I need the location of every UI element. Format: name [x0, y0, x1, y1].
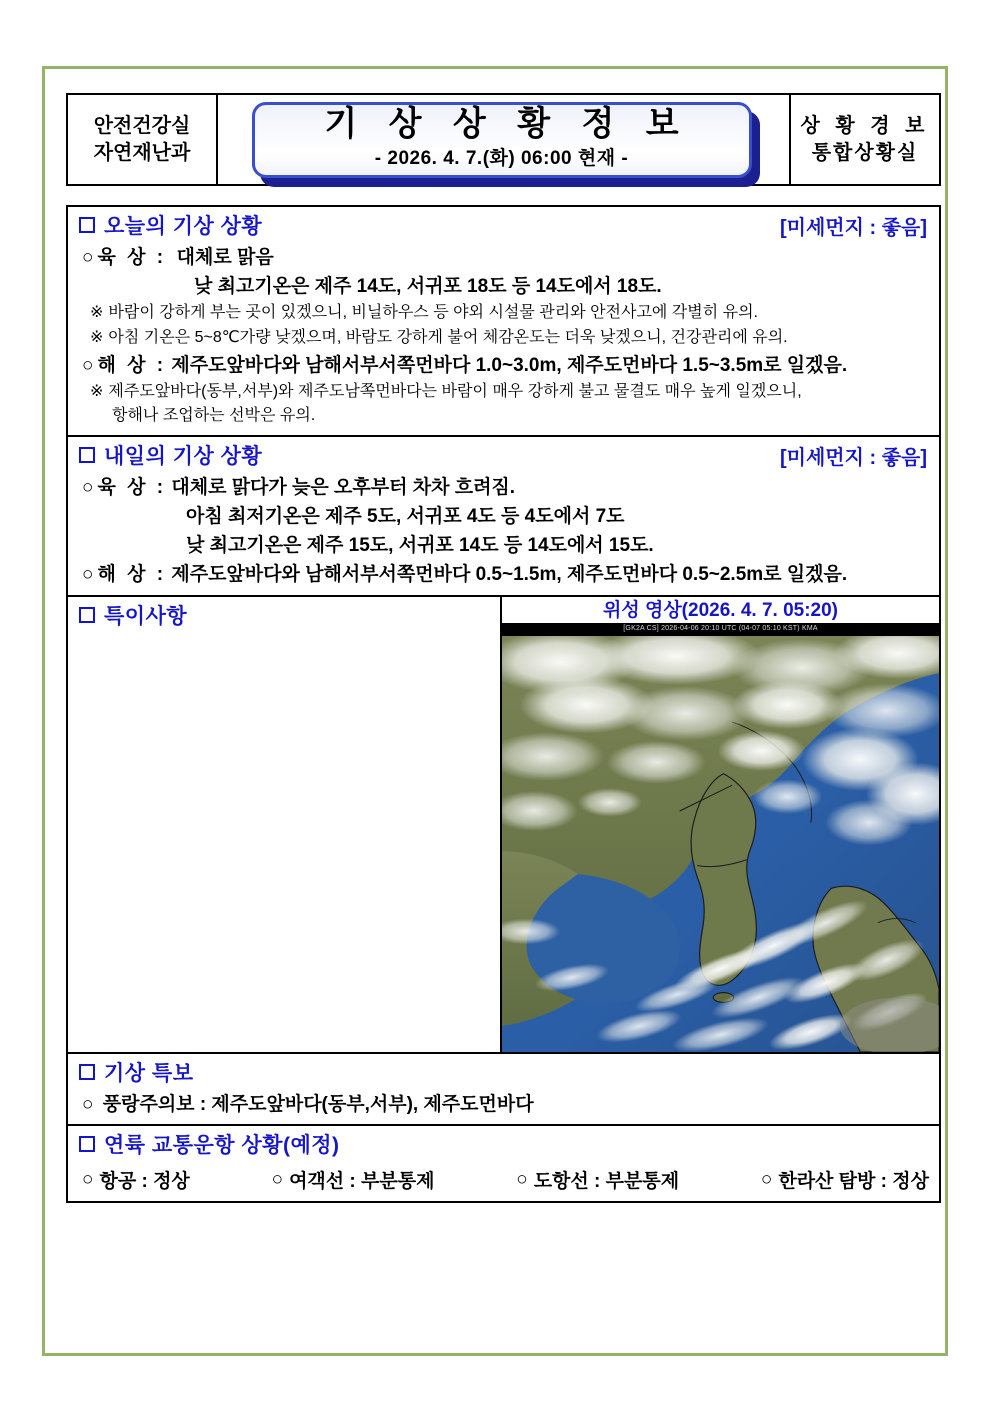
today-note-2-text: 아침 기온은 5~8℃가량 낮겠으며, 바람도 강하게 불어 체감온도는 더욱 낮겠으니, 건강관리에 유의. — [108, 328, 788, 346]
section-tomorrow-label: 내일의 기상 상황 — [104, 445, 263, 469]
circle-bullet-icon: ○ — [516, 1168, 528, 1190]
section-special-label: 특이사항 — [104, 605, 188, 629]
header-left-dept-line2: 자연재난과 — [93, 141, 191, 164]
tomorrow-sea-label: 해 상 : — [97, 564, 167, 586]
page-title: 기 상 상 황 정 보 — [324, 104, 690, 143]
section-alert-header — [68, 1054, 939, 1090]
transport-item-island-boat-text: 도항선 : 부분통제 — [533, 1171, 680, 1193]
transport-item-ferry-text: 여객선 : 부분통제 — [289, 1171, 435, 1193]
transport-item-air — [82, 1166, 190, 1193]
header-right-dept-line1: 상 황 경 보 — [800, 114, 930, 137]
asterisk-icon: ※ — [90, 304, 104, 321]
circle-bullet-icon: ○ — [82, 477, 94, 499]
title-plate — [252, 102, 752, 178]
tomorrow-sea-text: 제주도앞바다와 남해서부서쪽먼바다 0.5~1.5m, 제주도먼바다 0.5~2.5m로 일겠음. — [171, 564, 848, 586]
alert-line — [68, 1090, 939, 1124]
satellite-title: 위성 영상(2026. 4. 7. 05:20) — [502, 597, 939, 623]
section-special-header — [68, 597, 500, 633]
today-note-1-text: 바람이 강하게 부는 곳이 있겠으니, 비닐하우스 등 야외 시설물 관리와 안전사고에 각별히 유의. — [108, 304, 758, 321]
section-today — [68, 207, 939, 437]
circle-bullet-icon: ○ — [760, 1168, 773, 1190]
section-tomorrow — [68, 437, 939, 597]
today-land-line — [68, 243, 939, 272]
document-sheet — [66, 93, 941, 1203]
document-header — [66, 93, 941, 186]
section-special-notes — [68, 597, 502, 1052]
transport-item-air-text: 항공 : 정상 — [99, 1171, 190, 1193]
page-title-timestamp: - 2026. 4. 7.(화) 06:00 현재 - — [374, 148, 629, 170]
today-note-2 — [68, 326, 939, 351]
header-left-dept-line1: 안전건강실 — [93, 114, 191, 137]
transport-status-row — [68, 1162, 939, 1201]
checkbox-icon — [79, 607, 95, 623]
circle-bullet-icon: ○ — [82, 247, 94, 268]
today-note-3 — [68, 380, 939, 405]
satellite-image-wrapper — [502, 623, 939, 1052]
today-note-3-text-line1: 제주도앞바다(동부,서부)와 제주도남쪽먼바다는 바람이 매우 강하게 불고 물결도 매우 높게 일겠으니, — [108, 382, 802, 400]
today-land-label: 육 상 : — [97, 247, 167, 268]
satellite-caption: [GK2A CS] 2026-04-06 20:10 UTC (04-07 05:10 KST) KMA — [502, 623, 939, 634]
today-sea-line — [68, 351, 939, 380]
section-tomorrow-content — [68, 473, 939, 595]
header-title-area — [218, 95, 789, 184]
tomorrow-dust-badge: [미세먼지 : 좋음] — [779, 446, 927, 469]
transport-item-hallasan-text: 한라산 탐방 : 정상 — [778, 1171, 929, 1193]
transport-item-island-boat — [516, 1166, 679, 1193]
circle-bullet-icon: ○ — [82, 564, 94, 586]
today-max-temp-line: 낮 최고기온은 제주 14도, 서귀포 18도 등 14도에서 18도. — [194, 276, 662, 297]
tomorrow-land-label: 육 상 : — [97, 477, 167, 499]
checkbox-icon — [79, 1064, 95, 1080]
section-alert-title-group — [79, 1057, 193, 1087]
transport-item-hallasan — [761, 1166, 929, 1193]
circle-bullet-icon: ○ — [271, 1168, 284, 1190]
special-notes-content — [68, 633, 500, 643]
header-right-dept-line2: 통합상황실 — [811, 141, 919, 164]
section-special-title-group — [79, 600, 187, 630]
asterisk-icon: ※ — [90, 382, 104, 400]
section-alert-label: 기상 특보 — [104, 1062, 194, 1086]
today-sea-text: 제주도앞바다와 남해서부서쪽먼바다 1.0~3.0m, 제주도먼바다 1.5~3.5m로 일겠음. — [171, 354, 848, 376]
tomorrow-max-temp-line: 낮 최고기온은 제주 15도, 서귀포 14도 등 14도에서 15도. — [186, 535, 654, 557]
section-transport-title-group — [79, 1129, 340, 1159]
checkbox-icon — [79, 1136, 95, 1152]
circle-bullet-icon: ○ — [82, 1094, 94, 1116]
tomorrow-land-line — [68, 473, 939, 502]
section-today-content — [68, 243, 939, 435]
section-transport-label: 연륙 교통운항 상황(예정) — [104, 1134, 340, 1158]
satellite-panel — [502, 597, 939, 1052]
alert-text: 풍랑주의보 : 제주도앞바다(동부,서부), 제주도먼바다 — [102, 1094, 534, 1116]
today-note-3-line2: 항해나 조업하는 선박은 유의. — [112, 407, 316, 425]
asterisk-icon: ※ — [90, 328, 104, 346]
section-special-and-satellite — [68, 597, 939, 1054]
section-transport — [68, 1126, 939, 1201]
section-tomorrow-header — [68, 437, 939, 473]
satellite-image — [502, 636, 939, 1052]
section-today-label: 오늘의 기상 상황 — [104, 215, 263, 238]
section-transport-header — [68, 1126, 939, 1162]
today-note-1 — [68, 301, 939, 326]
tomorrow-sea-line — [68, 560, 939, 589]
header-left-department — [68, 95, 218, 184]
checkbox-icon — [79, 447, 95, 463]
section-weather-alert — [68, 1054, 939, 1126]
header-right-department — [789, 95, 939, 184]
document-body-table — [66, 205, 941, 1203]
checkbox-icon — [79, 217, 95, 233]
section-today-header — [68, 207, 939, 243]
tomorrow-min-temp-line: 아침 최저기온은 제주 5도, 서귀포 4도 등 4도에서 7도 — [186, 506, 625, 528]
transport-item-ferry — [272, 1166, 435, 1193]
special-satellite-row — [68, 597, 939, 1052]
circle-bullet-icon: ○ — [82, 1168, 94, 1190]
section-today-title-group — [79, 210, 262, 240]
today-sea-label: 해 상 : — [97, 354, 167, 376]
today-land-text: 대체로 맑음 — [176, 247, 274, 268]
tomorrow-land-text: 대체로 맑다가 늦은 오후부터 차차 흐려짐. — [171, 477, 516, 499]
today-dust-badge: [미세먼지 : 좋음] — [779, 216, 927, 239]
title-plate-body — [252, 102, 752, 178]
satellite-image-graphic — [502, 636, 939, 1052]
circle-bullet-icon: ○ — [82, 354, 94, 376]
section-tomorrow-title-group — [79, 440, 262, 470]
